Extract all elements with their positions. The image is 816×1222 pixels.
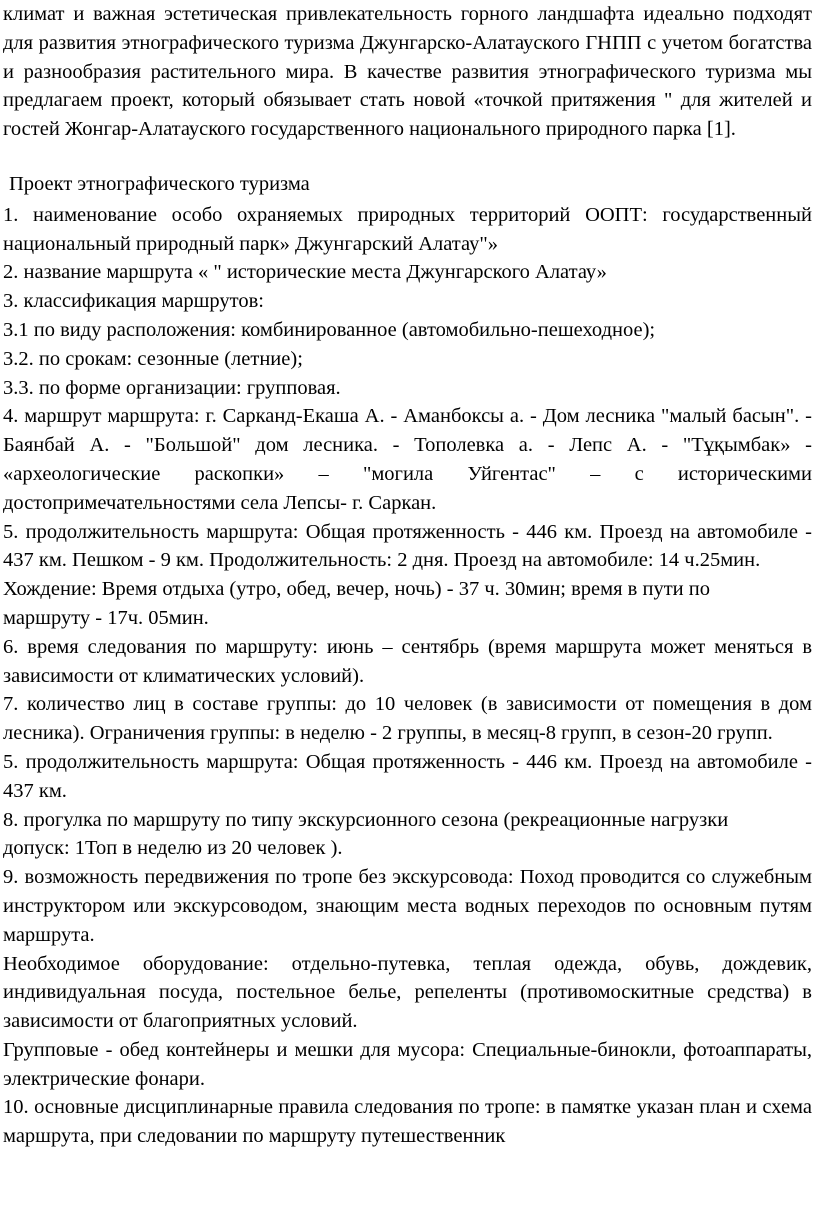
item-guide: 9. возможность передвижения по тропе без экскурсовода: Поход проводится со служебным инструктором или экскурсоводом, знающим места водных переходов по основным путям маршрута.	[3, 866, 812, 946]
intro-paragraph: климат и важная эстетическая привлекательность горного ландшафта идеально подходят для развития этнографического туризма Джунгарско-Алатауского ГНПП с учетом богатства и разнообразия растительного мира. В качестве развития этнографического туризма мы предлагаем проект, который обязывает стать новой «точкой притяжения " для жителей и гостей Жонгар-Алатауского государственного национального природного парка [1].	[3, 3, 812, 141]
item-equipment: Необходимое оборудование: отдельно-путевка, теплая одежда, обувь, дождевик, индивидуальная посуда, постельное белье, репеленты (противомоскитные средства) в зависимости от благоприятных условий.	[3, 952, 812, 1033]
item-travel-time: 6. время следования по маршруту: июнь – сентябрь (время маршрута может меняться в зависимости от климатических условий).	[3, 635, 812, 687]
item-group-equipment: Групповые - обед контейнеры и мешки для мусора: Специальные-бинокли, фотоаппараты, электрические фонари.	[3, 1038, 812, 1090]
item-ooptname: 1. наименование особо охраняемых природных территорий ООПТ: государственный национальный природный парк» Джунгарский Алатау"»	[3, 203, 812, 255]
item-organization-form: 3.3. по форме организации: групповая.	[3, 376, 341, 399]
item-rules: 10. основные дисциплинарные правила следования по тропе: в памятке указан план и схема маршрута, при следовании по маршруту путешественник	[3, 1096, 812, 1148]
item-walking-time: Хождение: Время отдыха (утро, обед, вечер, ночь) - 37 ч. 30мин; время в пути по маршруту - 17ч. 05мин.	[3, 578, 710, 629]
item-route-path: 4. маршрут маршрута: г. Сарканд-Екаша А. - Аманбоксы а. - Дом лесника "малый басын". - Баянбай А. - "Большой" дом лесника. - Тополевка а. - Лепс А. - "Тұқымбак» - «археологические раскопки» – "могила Уйгентас" – с историческими достопримечательностями села Лепсы- г. Саркан.	[3, 405, 812, 514]
section-heading: Проект этнографического туризма	[9, 172, 310, 195]
item-classification: 3. классификация маршрутов:	[3, 290, 264, 313]
item-location-type: 3.1 по виду расположения: комбинированное (автомобильно-пешеходное);	[3, 318, 656, 341]
item-duration: 5. продолжительность маршрута: Общая протяженность - 446 км. Проезд на автомобиле - 437 км. Пешком - 9 км. Продолжительность: 2 дня. Проезд на автомобиле: 14 ч.25мин.	[3, 520, 812, 572]
item-walk-type: 8. прогулка по маршруту по типу экскурсионного сезона (рекреационные нагрузки допуск: 1Топ в неделю из 20 человек ).	[3, 808, 729, 860]
paragraph-gap	[3, 144, 812, 170]
item-route-name: 2. название маршрута « " исторические места Джунгарского Алатау»	[3, 261, 607, 284]
item-duration-repeat: 5. продолжительность маршрута: Общая протяженность - 446 км. Проезд на автомобиле - 437 км.	[3, 750, 812, 802]
item-group-size: 7. количество лиц в составе группы: до 10 человек (в зависимости от помещения в дом лесника). Ограничения группы: в неделю - 2 группы, в месяц-8 групп, в сезон-20 групп.	[3, 693, 812, 745]
item-season: 3.2. по срокам: сезонные (летние);	[3, 347, 303, 370]
